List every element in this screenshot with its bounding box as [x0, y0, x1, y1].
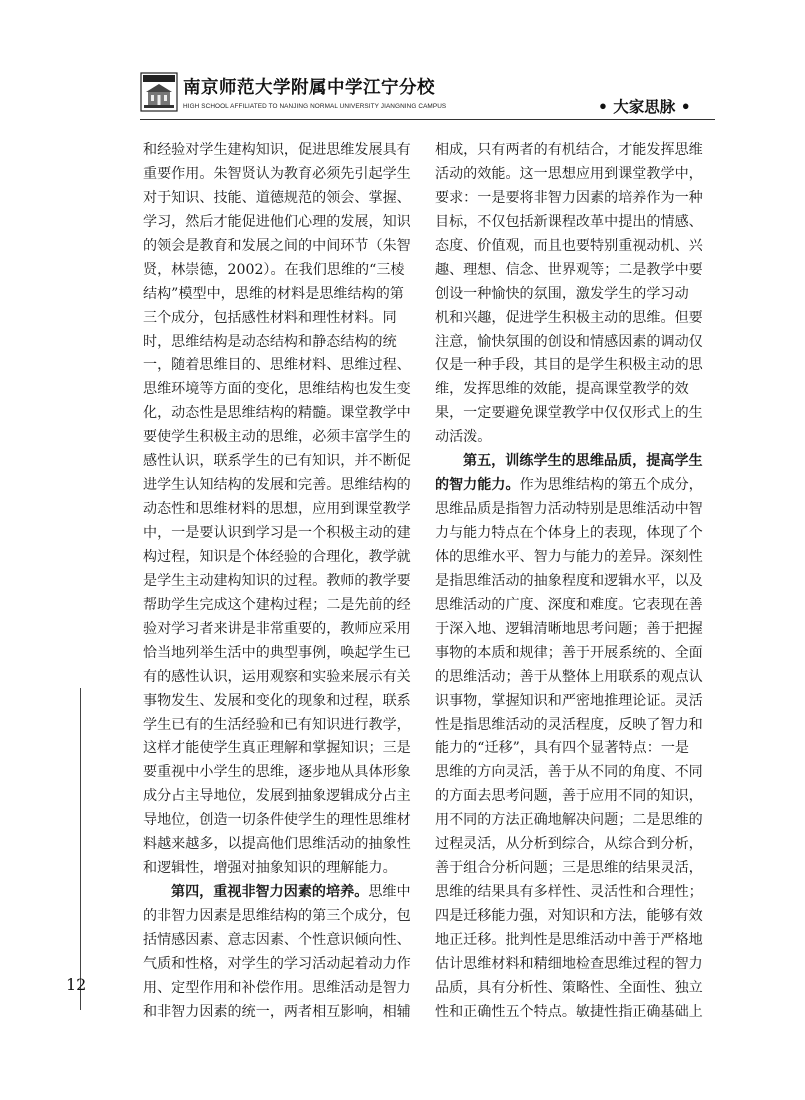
text-line: 仅是一种手段，其目的是学生积极主动的思 — [435, 357, 703, 374]
text-line: 的非智力因素是思维结构的第三个成分，包 — [143, 908, 411, 924]
text-line: 学生已有的生活经验和已有知识进行教学， — [143, 716, 411, 733]
paragraph-5-heading-cont: 的智力能力。 — [435, 477, 520, 494]
text-line: 事物的本质和规律；善于开展系统的、全面 — [435, 644, 703, 661]
school-name-en: HIGH SCHOOL AFFILIATED TO NANJING NORMAL UNIVERSITY JIANGNING CAMPUS — [183, 103, 447, 110]
text-line: 对于知识、技能、道德规范的领会、掌握、 — [143, 189, 411, 206]
text-line: 构过程，知识是个体经验的合理化，教学就 — [143, 548, 411, 565]
text-line: 趣、理想、信念、世界观等；二是教学中要 — [435, 261, 703, 278]
text-line: 要重视中小学生的思维，逐步地从具体形象 — [143, 764, 411, 781]
text-line: 重要作用。朱智贤认为教育必须先引起学生 — [143, 165, 411, 182]
paragraph-4-heading: 第四，重视非智力因素的培养。 — [171, 884, 369, 901]
text-line: 于深入地、逻辑清晰地思考问题；善于把握 — [435, 620, 703, 637]
text-line: 的方面去思考问题，善于应用不同的知识， — [435, 788, 703, 805]
paragraph-4-first-line — [143, 881, 418, 905]
text-line: 四是迁移能力强，对知识和方法，能够有效 — [435, 908, 703, 924]
text-line: 学习，然后才能促进他们心理的发展，知识 — [143, 213, 411, 230]
text-line: 活动的效能。这一思想应用到课堂教学中， — [435, 165, 703, 182]
header-divider — [140, 119, 715, 120]
text-line: 结构”模型中，思维的材料是思维结构的第 — [143, 285, 404, 302]
text-line: 的思维活动；善于从整体上用联系的观点认 — [435, 668, 703, 685]
text-line: 动态性和思维材料的思想，应用到课堂教学 — [143, 501, 411, 518]
text-line: 中，一是要认识到学习是一个积极主动的建 — [143, 525, 411, 541]
text-line: 这样才能使学生真正理解和掌握知识；三是 — [143, 740, 411, 757]
text-line: 思维品质是指智力活动特别是思维活动中智 — [435, 501, 703, 518]
text-line: 思维的结果具有多样性、灵活性和合理性； — [435, 884, 703, 901]
text-line: 化，动态性是思维结构的精髓。课堂教学中 — [143, 405, 411, 422]
text-line: 是指思维活动的抽象程度和逻辑水平，以及 — [435, 572, 703, 589]
text-line: 进学生认知结构的发展和完善。思维结构的 — [143, 477, 411, 494]
text-line: 性是指思维活动的灵活程度，反映了智力和 — [435, 716, 703, 733]
paragraph-5-second-line — [435, 474, 710, 498]
text-line: 要使学生积极主动的思维，必须丰富学生的 — [143, 429, 411, 446]
text-line: 恰当地列举生活中的典型事例，唤起学生已 — [143, 644, 411, 661]
text-line: 体的思维水平、智力与能力的差异。深刻性 — [435, 548, 703, 565]
page-header — [0, 0, 805, 130]
text-line: 估计思维材料和精细地检查思维过程的智力 — [435, 955, 703, 972]
text-line: 有的感性认识，运用观察和实验来展示有关 — [143, 668, 411, 685]
text-line: 思维中 — [368, 884, 411, 901]
text-line: 是学生主动建构知识的过程。教师的教学要 — [143, 572, 411, 589]
school-name-cn: 南京师范大学附属中学江宁分校 — [183, 78, 435, 98]
text-line: 事物发生、发展和变化的现象和过程，联系 — [143, 692, 411, 709]
text-line: 时，思维结构是动态结构和静态结构的统 — [143, 333, 397, 350]
text-line: 感性认识，联系学生的已有知识，并不断促 — [143, 453, 411, 470]
page-number: 12 — [66, 975, 87, 994]
text-line: 品质，具有分析性、策略性、全面性、独立 — [435, 979, 703, 996]
text-line: 贤，林崇德，2002）。在我们思维的“三棱 — [143, 261, 405, 278]
text-line: 三个成分，包括感性材料和理性材料。同 — [143, 309, 397, 326]
text-line: 思维活动的广度、深度和难度。它表现在善 — [435, 596, 703, 613]
text-line: 气质和性格，对学生的学习活动起着动力作 — [143, 955, 411, 972]
text-line: 创设一种愉快的氛围，激发学生的学习动 — [435, 285, 689, 302]
text-line: 用不同的方法正确地解决问题；二是思维的 — [435, 812, 703, 829]
text-line: 帮助学生完成这个建构过程；二是先前的经 — [143, 596, 411, 613]
text-line: 性和正确性五个特点。敏捷性指正确基础上 — [435, 1003, 703, 1020]
text-line: 一，随着思维目的、思维材料、思维过程、 — [143, 357, 411, 374]
paragraph-5-heading: 第五，训练学生的思维品质，提高学生 — [463, 453, 703, 470]
text-line: 和非智力因素的统一，两者相互影响，相辅 — [143, 1003, 411, 1020]
text-line: 的领会是教育和发展之间的中间环节（朱智 — [143, 237, 411, 254]
text-line: 要求：一是要将非智力因素的培养作为一种 — [435, 189, 703, 206]
text-line: 思维环境等方面的变化，思维结构也发生变 — [143, 381, 411, 398]
school-building-icon — [140, 72, 178, 112]
text-line: 目标，不仅包括新课程改革中提出的情感、 — [435, 213, 703, 230]
text-line: 成分占主导地位，发展到抽象逻辑成分占主 — [143, 788, 411, 805]
text-line: 态度、价值观，而且也要特别重视动机、兴 — [435, 237, 703, 254]
text-line: 导地位，创造一切条件使学生的理性思维材 — [143, 812, 411, 829]
section-label: • 大家思脉 • — [598, 97, 691, 116]
text-line: 料越来越多，以提高他们思维活动的抽象性 — [143, 836, 411, 853]
text-line: 力与能力特点在个体身上的表现，体现了个 — [435, 525, 703, 541]
text-line: 维，发挥思维的效能，提高课堂教学的效 — [435, 381, 689, 398]
text-line: 用、定型作用和补偿作用。思维活动是智力 — [143, 979, 411, 996]
text-line: 识事物，掌握知识和严密地推理论证。灵活 — [435, 692, 703, 709]
text-line: 相成，只有两者的有机结合，才能发挥思维 — [435, 142, 703, 158]
text-line: 作为思维结构的第五个成分， — [519, 477, 703, 494]
text-line: 括情感因素、意志因素、个性意识倾向性、 — [143, 931, 411, 948]
text-line: 善于组合分析问题；三是思维的结果灵活， — [435, 860, 703, 877]
page-number-rule — [80, 688, 81, 1010]
text-line: 验对学习者来讲是非常重要的，教师应采用 — [143, 620, 411, 637]
text-line: 果，一定要避免课堂教学中仅仅形式上的生 — [435, 405, 703, 422]
left-column — [143, 139, 418, 1025]
right-column — [435, 139, 710, 1025]
text-line: 能力的“迁移”，具有四个显著特点：一是 — [435, 740, 690, 757]
text-line: 和经验对学生建构知识，促进思维发展具有 — [143, 142, 411, 158]
text-line: 和逻辑性，增强对抽象知识的理解能力。 — [143, 860, 397, 877]
text-line: 注意，愉快氛围的创设和情感因素的调动仅 — [435, 333, 703, 350]
text-line: 动活泼。 — [435, 429, 492, 446]
text-line: 机和兴趣，促进学生积极主动的思维。但要 — [435, 309, 703, 326]
text-line: 思维的方向灵活，善于从不同的角度、不同 — [435, 764, 703, 781]
text-line: 过程灵活，从分析到综合，从综合到分析， — [435, 836, 703, 853]
text-line: 地正迁移。批判性是思维活动中善于严格地 — [435, 931, 703, 948]
